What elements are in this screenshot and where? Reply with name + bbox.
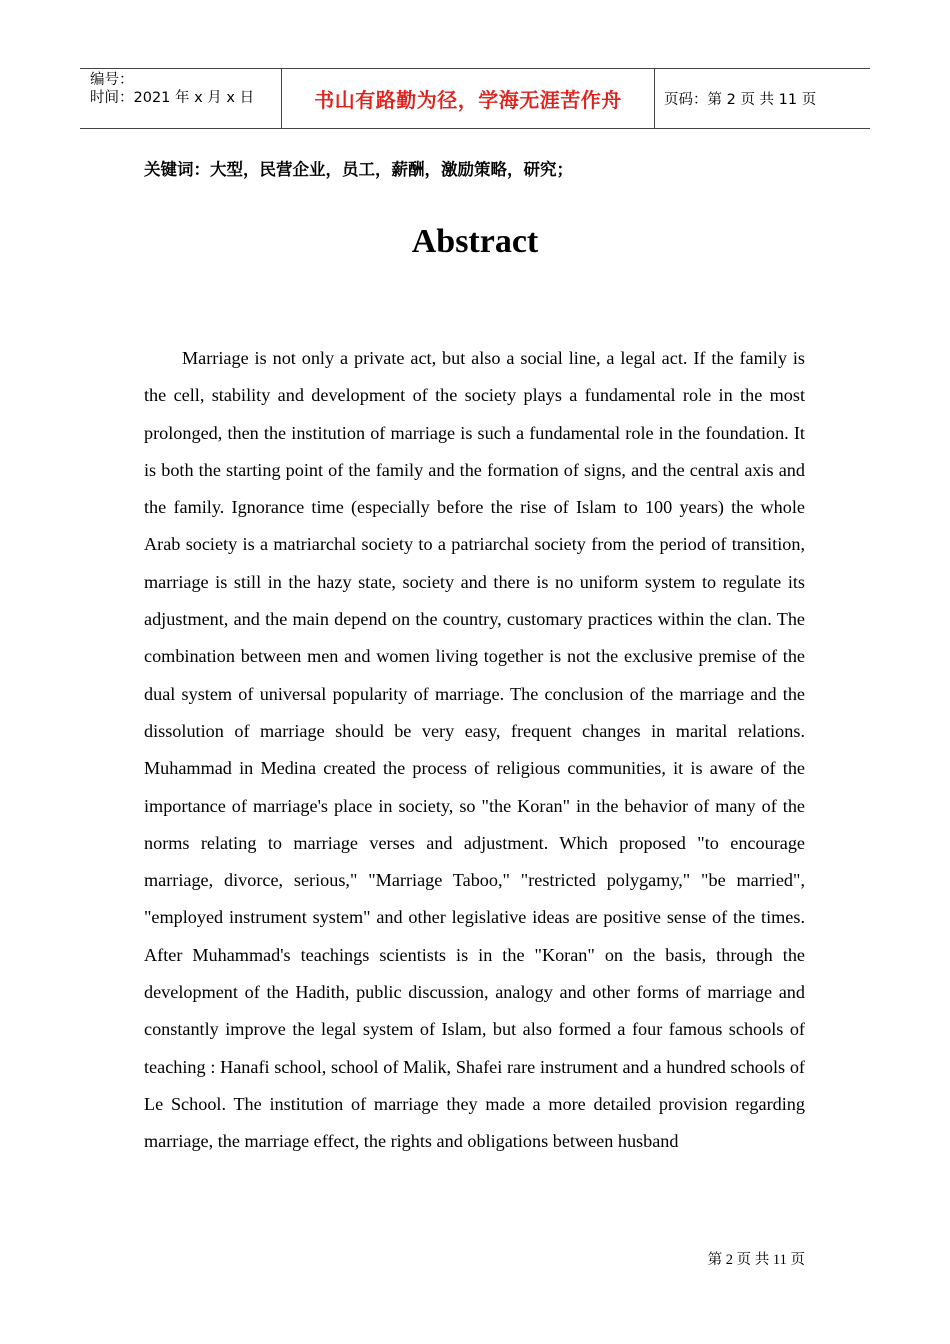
page-footer: 第 2 页 共 11 页 — [707, 1252, 805, 1268]
document-date-label: 时间：2021 年 x 月 x 日 — [90, 90, 255, 106]
header-meta-cell — [80, 69, 282, 128]
keywords-line: 关键词：大型，民营企业，员工，薪酬，激励策略，研究； — [144, 160, 573, 179]
document-number-label: 编号： — [90, 72, 134, 88]
page-header — [80, 68, 870, 129]
abstract-title: Abstract — [411, 223, 539, 260]
header-page-info: 页码：第 2 页 共 11 页 — [664, 92, 817, 108]
abstract-body: Marriage is not only a private act, but also a social line, a legal act. If the family is the cell, stability and development of the society plays a fundamental role in the most prolonged, then the institution of marriage is such a fundamental role in the foundation. It is both the starting point of the family and the formation of signs, and the central axis and the family. Ignorance time (especially before the rise of Islam to 100 years) the whole Arab society is a matriarchal society to a patriarchal society from the period of transition, marriage is still in the hazy state, society and there is no uniform system to regulate its adjustment, and the main depend on the country, customary practices within the clan. The combination between men and women living together is not the exclusive premise of the dual system of universal popularity of marriage. The conclusion of the marriage and the dissolution of marriage should be very easy, frequent changes in marital relations. Muhammad in Medina created the process of religious communities, it is aware of the importance of marriage's place in society, so "the Koran" in the behavior of many of the norms relating to marriage verses and adjustment. Which proposed "to encourage marriage, divorce, serious," "Marriage Taboo," "restricted polygamy," "be married", "employed instrument system" and other legislative ideas are positive sense of the times. After Muhammad's teachings scientists is in the "Koran" on the basis, through the development of the Hadith, public discussion, analogy and other forms of marriage and constantly improve the legal system of Islam, but also formed a four famous schools of teaching : Hanafi school, school of Malik, Shafei rare instrument and a hundred schools of Le School. The institution of marriage they made a more detailed provision regarding marriage, the marriage effect, the rights and obligations between husband — [144, 348, 805, 1152]
header-motto: 书山有路勤为径，学海无涯苦作舟 — [282, 69, 655, 128]
